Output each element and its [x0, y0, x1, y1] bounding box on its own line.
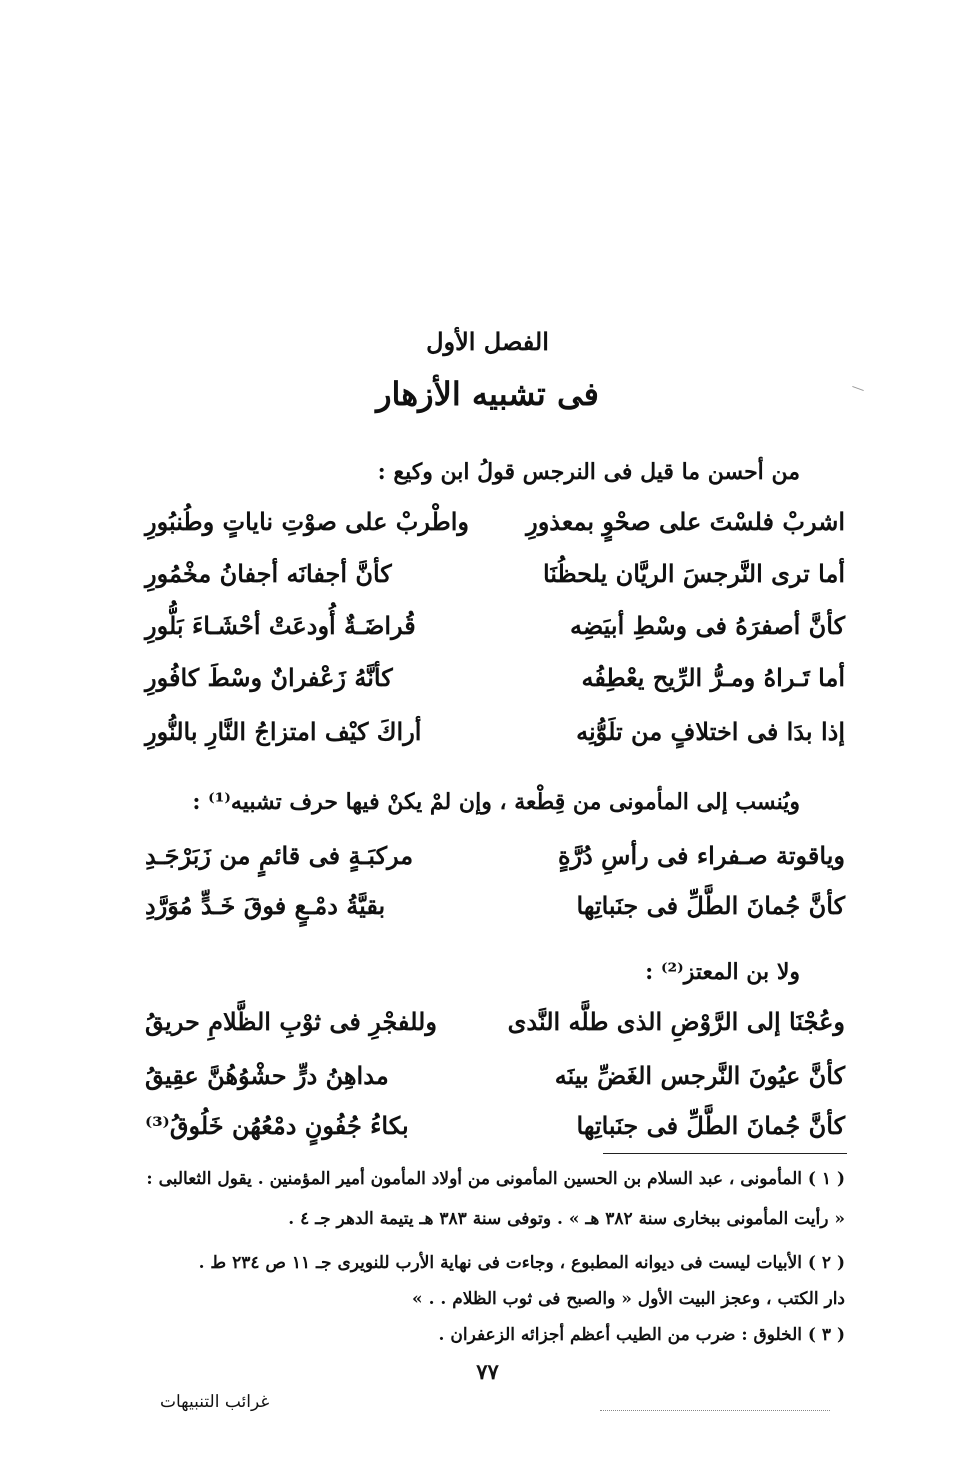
poem2-verse-1 [145, 830, 845, 882]
footnote-line-1: ( ١ ) المأمونى ، عبد السلام بن الحسين المأمونى من أولاد المأمون أمير المؤمنين . يقول الثعالبى : [146, 1169, 845, 1189]
intro-paragraph-1: من أحسن ما قيل فى النرجس قولُ ابن وكيع : [377, 459, 800, 485]
poem3-verse-1 [145, 996, 845, 1048]
poem1-verse-4 [145, 652, 845, 704]
first-hemistich: كأنَّ أصفرَهُ فى وسْطِ أبيَضِه [569, 611, 845, 640]
second-hemistich: وللفجْرِ فى ثوْبِ الظَّلامِ حريقُ [145, 1007, 437, 1036]
running-footer: غرائب التنبيهات [160, 1392, 270, 1412]
first-hemistich: كأنَّ جُمانَ الطَّلِّ فى جنَباتِها [576, 891, 845, 920]
footnote-line-3: ( ٢ ) الأبيات ليست فى ديوانه المطبوع ، وجاءت فى نهاية الأرب للنويرى جـ ١١ ص ٢٣٤ ط . [198, 1253, 845, 1273]
intro-paragraph-3: ولا بن المعتز⁽²⁾ : [645, 959, 800, 985]
first-hemistich: كأنَّ عيُونَ النَّرجس الغَضِّ بينَه [554, 1061, 845, 1090]
footnote-line-5: ( ٣ ) الخلوق : ضرب من الطيب أعظم أجزائه الزعفران . [438, 1325, 845, 1345]
first-hemistich: وعُجْنَا إلى الرَّوْضِ الذى طلَّه النَّدى [507, 1007, 845, 1036]
second-hemistich: بقيَّةُ دمْـعٍ فوقَ خَـدٍّ مُوَرَّدِ [145, 891, 386, 920]
section-title: فى تشبيه الأزهار [376, 375, 599, 413]
first-hemistich: وياقوتة صـفراء فى رأسِ دُرَّةٍ [557, 841, 845, 870]
second-hemistich: بكاءُ جُفُونٍ دمْعُهُن خَلُوقُ⁽³⁾ [145, 1111, 409, 1140]
second-hemistich: كأنَّ أجفانَه أجفانُ مخْمُورِ [145, 559, 392, 588]
page-number: ٧٧ [476, 1359, 499, 1384]
footnote-line-4: دار الكتب ، وعجز البيت الأول « والصبح فى ثوب الظلام . . » [412, 1289, 845, 1309]
poem1-verse-1 [145, 496, 845, 548]
poem1-verse-2 [145, 548, 845, 600]
poem3-verse-2 [145, 1050, 845, 1102]
scan-dotted-mark [600, 1410, 830, 1411]
second-hemistich: قُراضَـةٌ أُودعَتْ أحْشَـاءَ بَلُّورِ [145, 611, 416, 640]
first-hemistich: اشربْ فلسْتَ على صحْوٍ بمعذورِ [526, 507, 845, 536]
chapter-heading: الفصل الأول [426, 327, 549, 356]
poem1-verse-3 [145, 600, 845, 652]
first-hemistich: كأنَّ جُمانَ الطَّلِّ فى جنَباتِها [576, 1111, 845, 1140]
intro-paragraph-2: ويُنسب إلى المأمونى من قِطْعة ، وإن لمْ يكنْ فيها حرف تشبيه⁽¹⁾ : [192, 789, 800, 815]
first-hemistich: إذا بدَا فى اختلافٍ من تلَوُّنِه [576, 717, 845, 746]
second-hemistich: مداهِنُ درٍّ حشْوُهُنَّ عقِيقُ [145, 1061, 389, 1090]
footnote-line-2: « رأيت المأمونى ببخارى سنة ٣٨٢ هـ » . وتوفى سنة ٣٨٣ هـ يتيمة الدهر جـ ٤ . [288, 1209, 845, 1229]
second-hemistich: مركبَـةٍ فى قائمٍ من زَبَرْجَـدِ [145, 841, 414, 870]
poem2-verse-2 [145, 880, 845, 932]
first-hemistich: أما ترى النَّرجسَ الريَّان يلحظُنَا [542, 559, 845, 588]
poem1-verse-5 [145, 706, 845, 758]
second-hemistich: أراكَ كيْف امتزاجُ النَّارِ بالنُّورِ [145, 717, 422, 746]
poem3-verse-3 [145, 1100, 845, 1152]
first-hemistich: أما تَـراهُ ومـرُّ الرِّيح يعْطِفُه [581, 663, 845, 692]
second-hemistich: كأنَّهُ زَعْفرانٌ وسْطَ كافُورِ [145, 663, 393, 692]
footnote-separator [603, 1153, 847, 1154]
second-hemistich: واطْربْ على صوْتِ ناياتٍ وطُنبُورِ [145, 507, 469, 536]
